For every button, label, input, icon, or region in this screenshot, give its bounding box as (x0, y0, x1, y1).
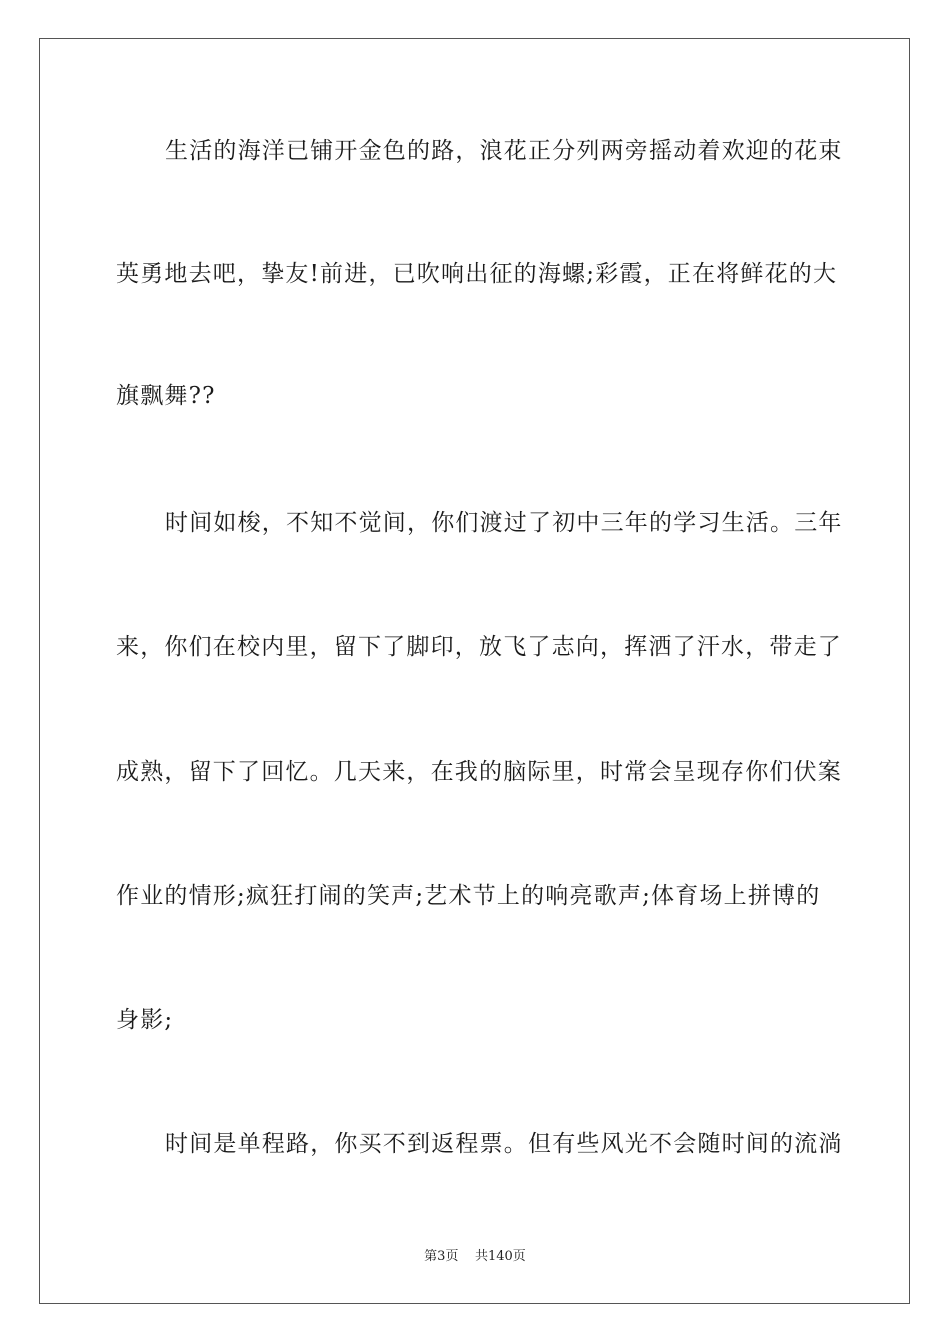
paragraph-2-line-3: 成熟，留下了回忆。几天来，在我的脑际里，时常会呈现存你们伏案 (116, 759, 842, 785)
paragraph-1-line-1: 生活的海洋已铺开金色的路，浪花正分列两旁摇动着欢迎的花束 (165, 138, 843, 164)
page-frame (39, 38, 910, 1304)
paragraph-2-line-5: 身影; (116, 1007, 174, 1033)
paragraph-1-line-2: 英勇地去吧，挚友!前进，已吹响出征的海螺;彩霞，正在将鲜花的大 (116, 261, 838, 287)
paragraph-1-line-3: 旗飘舞?? (116, 383, 216, 409)
page-footer (0, 1248, 950, 1266)
paragraph-3-line-1: 时间是单程路，你买不到返程票。但有些风光不会随时间的流淌 (165, 1131, 843, 1157)
paragraph-2-line-4: 作业的情形;疯狂打闹的笑声;艺术节上的响亮歌声;体育场上拼博的 (116, 883, 821, 909)
page-number: 第3页 (424, 1249, 459, 1264)
page-total: 共140页 (474, 1249, 526, 1264)
paragraph-2-line-1: 时间如梭，不知不觉间，你们渡过了初中三年的学习生活。三年 (165, 510, 843, 536)
paragraph-2-line-2: 来，你们在校内里，留下了脚印，放飞了志向，挥洒了汗水，带走了 (116, 634, 842, 660)
